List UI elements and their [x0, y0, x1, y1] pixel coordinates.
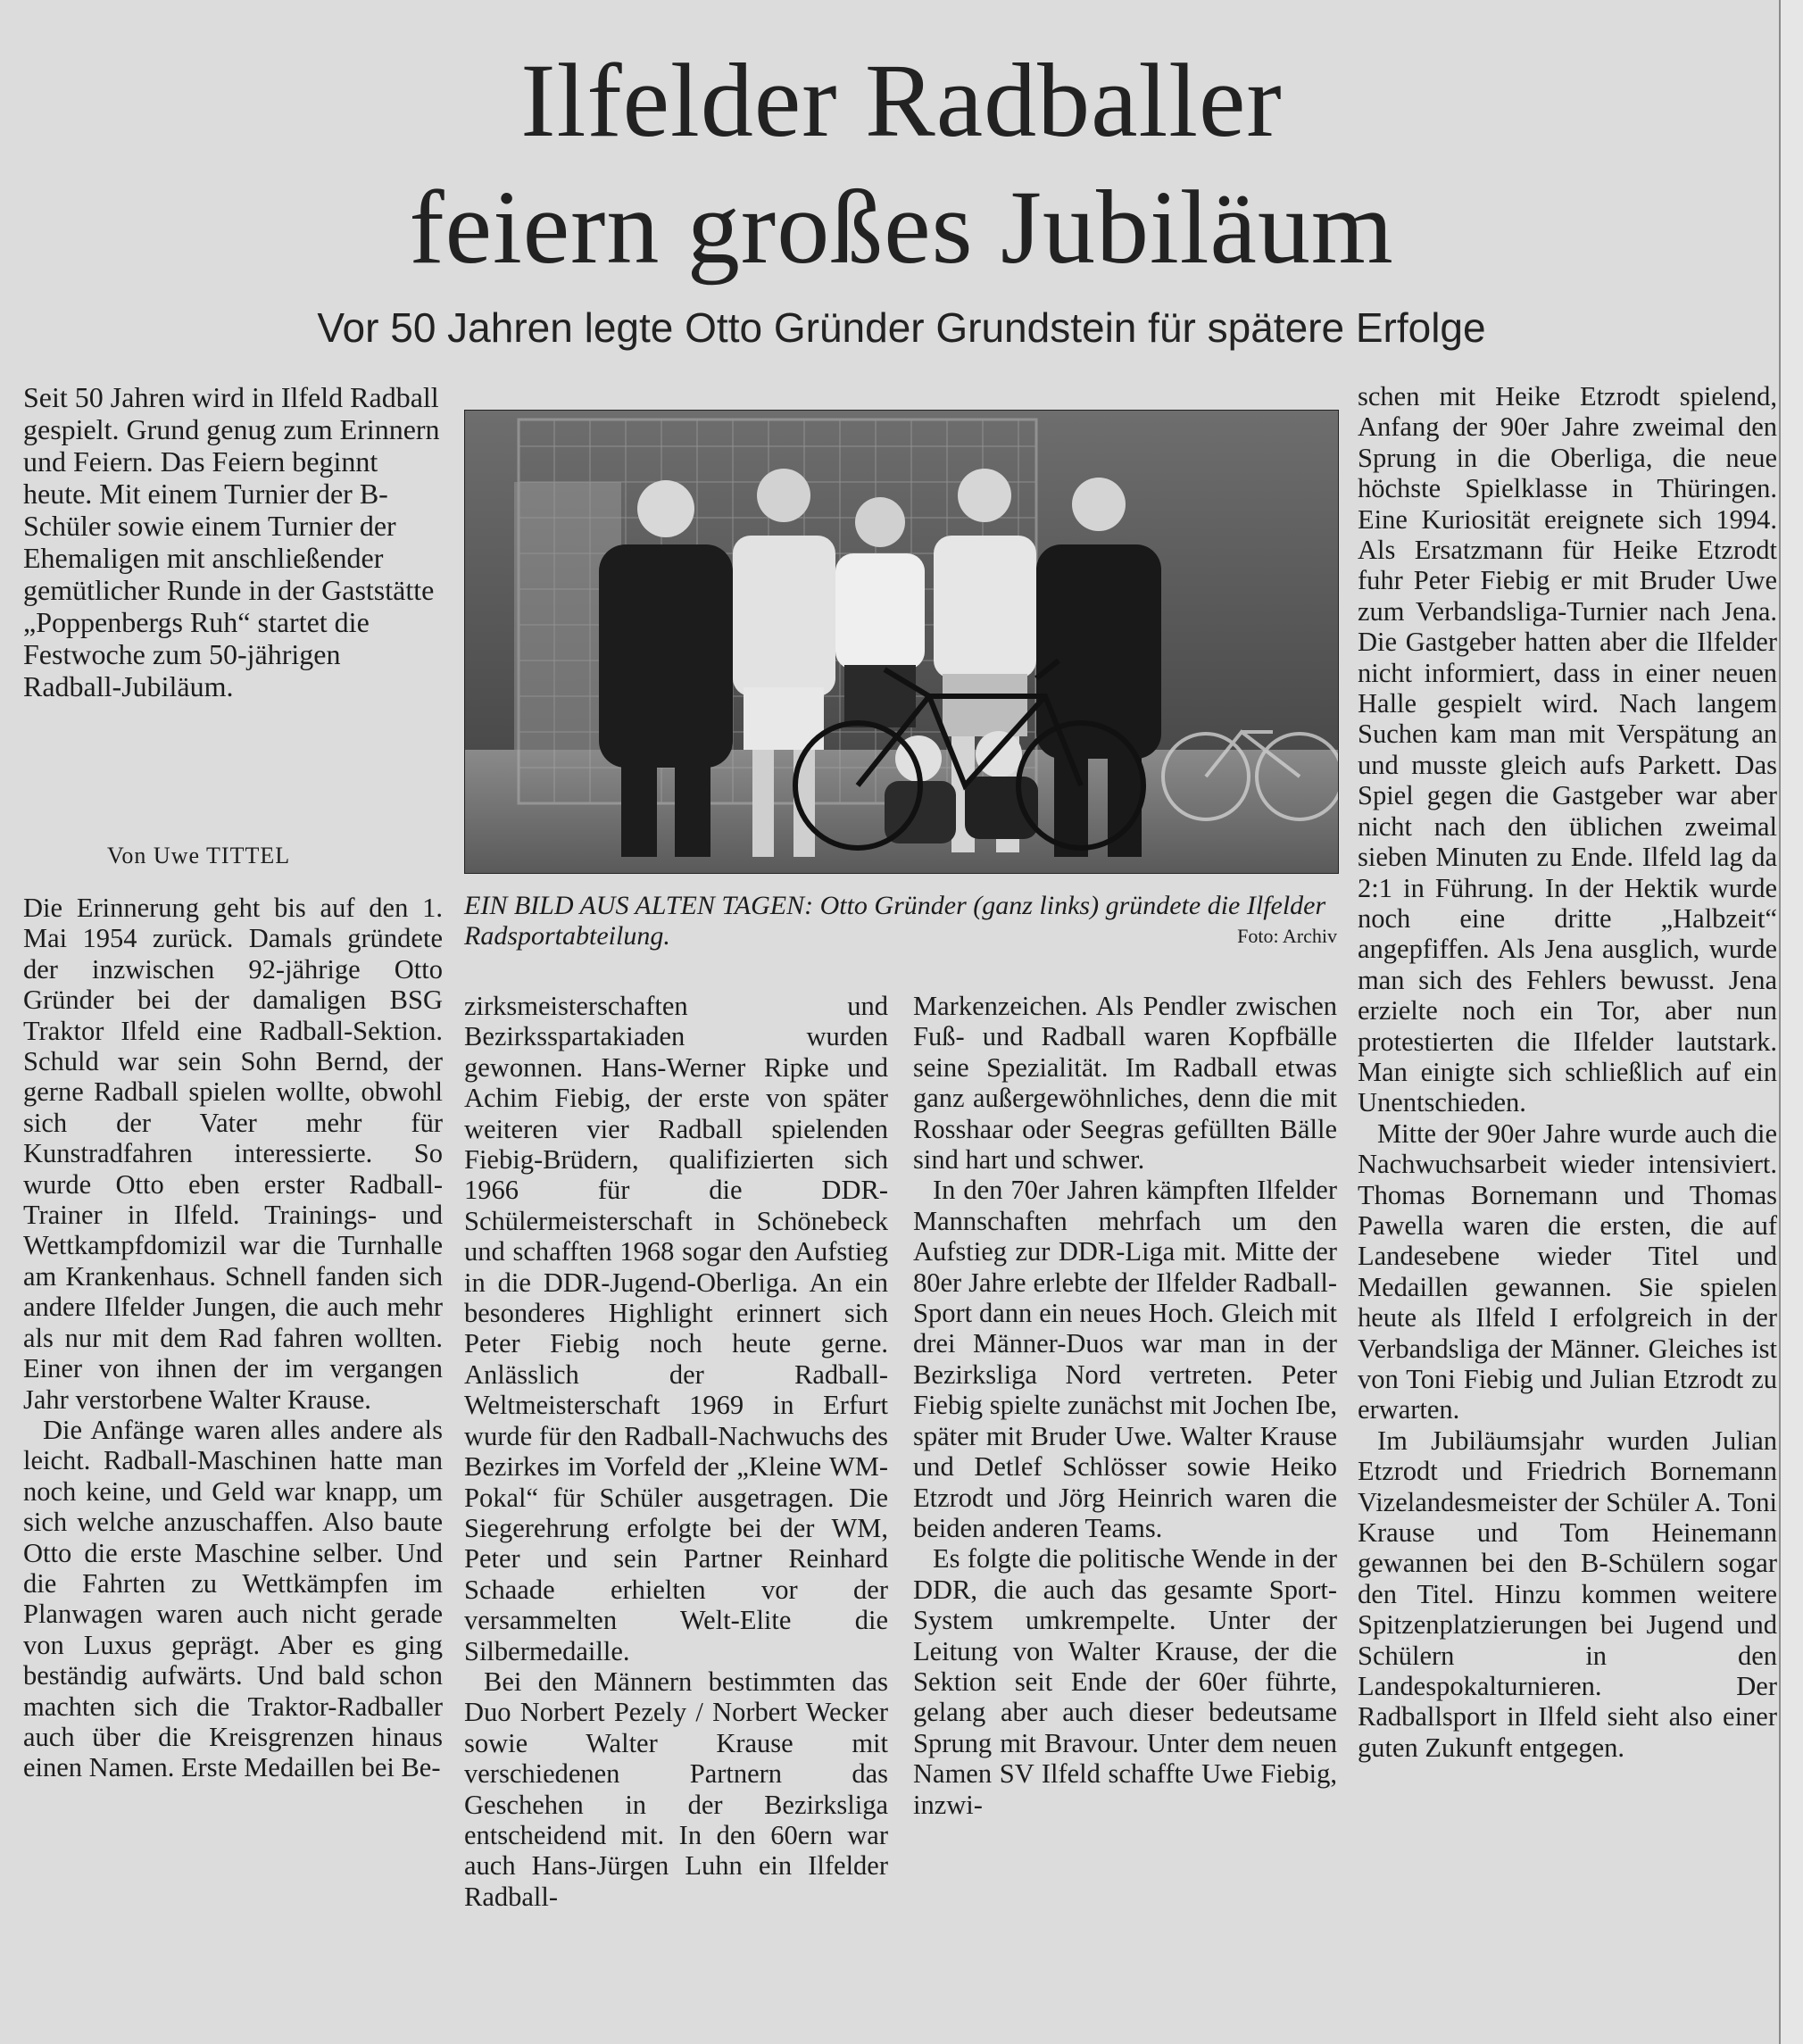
- paragraph: Es folgte die politische Wende in der DDR, die auch das gesamte Sport-System umkrempelte. Unter der Leitung von Walter Krause, der die Sektion seit Ende der 60er führte, gelang aber auch dieser bedeutsame Sprung mit Bravour. Unter dem neuen Namen SV Ilfeld schaffte Uwe Fiebig, inzwi-: [913, 1543, 1337, 1820]
- paragraph: Mitte der 90er Jahre wurde auch die Nachwuchsarbeit wieder intensiviert. Thomas Bornemann und Thomas Pawella waren die ersten, die auf Landesebene wieder Titel und Medaillen gewannen. Sie spielen heute als Ilfeld I erfolgreich in der Verbandsliga der Männer. Gleiches ist von Toni Fiebig und Julian Etzrodt zu erwarten.: [1358, 1118, 1777, 1425]
- article-column-1: [23, 893, 443, 1783]
- paragraph: schen mit Heike Etzrodt spielend, Anfang der 90er Jahre zweimal den Sprung in die Oberliga, die neue höchste Spielklasse in Thüringen. Eine Kuriosität ereignete sich 1994. Als Ersatzmann für Heike Etzrodt fuhr Peter Fiebig er mit Bruder Uwe zum Verbandsliga-Turnier nach Jena. Die Gastgeber hatten aber die Ilfelder nicht informiert, dass in einer neuen Halle gespielt wird. Nach langem Suchen kam man mit Verspätung an und musste gleich aufs Parkett. Das Spiel gegen die Gastgeber war aber nicht nach den üblichen zweimal sieben Minuten zu Ende. Ilfeld lag da 2:1 in Führung. In der Hektik wurde noch eine dritte „Halbzeit“ angepfiffen. Als Jena ausglich, wurde man sich des Fehlers bewusst. Jena erzielte noch ein Tor, aber nun protestierten die Ilfelder lautstark. Man einigte sich schließlich auf ein Unentschieden.: [1358, 381, 1777, 1118]
- caption-text: EIN BILD AUS ALTEN TAGEN: Otto Gründer (ganz links) gründete die Ilfelder Radsportabteilung.: [464, 891, 1326, 951]
- paragraph: Die Anfänge waren alles andere als leicht. Radball-Maschinen hatte man noch keine, und Geld war knapp, um sich welche anzuschaffen. Also baute Otto die erste Maschine selber. Und die Fahrten zu Wettkämpfen im Planwagen waren auch nicht gerade von Luxus geprägt. Aber es ging beständig aufwärts. Und bald schon machten sich die Traktor-Radballer auch über die Kreisgrenzen hinaus einen Namen. Erste Medaillen bei Be-: [23, 1414, 443, 1783]
- paragraph: Die Erinnerung geht bis auf den 1. Mai 1954 zurück. Damals gründete der inzwischen 92-jährige Otto Gründer bei der damaligen BSG Traktor Ilfeld eine Radball-Sektion. Schuld war sein Sohn Bernd, der gerne Radball spielen wollte, obwohl sich der Vater mehr für Kunstradfahren interessierte. So wurde Otto eben erster Radball-Trainer in Ilfeld. Trainings- und Wettkampfdomizil war die Turnhalle am Krankenhaus. Schnell fanden sich andere Ilfelder Jungen, die auch mehr als nur mit dem Rad fahren wollten. Einer von ihnen der im vergangen Jahr verstorbene Walter Krause.: [23, 893, 443, 1415]
- paragraph: Markenzeichen. Als Pendler zwischen Fuß- und Radball waren Kopfbälle seine Spezialität. Im Radball etwas ganz außergewöhnliches, denn die mit Rosshaar oder Seegras gefüllten Bälle sind hart und schwer.: [913, 991, 1337, 1176]
- photo-caption: [464, 891, 1337, 951]
- lead-text: Seit 50 Jahren wird in Ilfeld Radball gespielt. Grund genug zum Erinnern und Feiern. Das Feiern beginnt heute. Mit einem Turnier der B-Schüler sowie einem Turnier der Ehemaligen mit anschließender gemütlicher Runde in der Gaststätte „Poppenbergs Ruh“ startet die Festwoche zum 50-jährigen Radball-Jubiläum.: [23, 381, 440, 702]
- team-photo-illustration: [465, 411, 1338, 873]
- headline-line-2: feiern großes Jubiläum: [409, 169, 1394, 286]
- archive-photo: [464, 410, 1339, 874]
- photo-credit: Foto: Archiv: [1237, 925, 1337, 947]
- lead-paragraph: [23, 381, 443, 702]
- article-column-3: [913, 991, 1337, 1820]
- article-column-4: [1358, 381, 1777, 1763]
- paragraph: zirksmeisterschaften und Bezirksspartakiaden wurden gewonnen. Hans-Werner Ripke und Achim Fiebig, der erste von später weiteren vier Radball spielenden Fiebig-Brüdern, qualifizierten sich 1966 für die DDR-Schülermeisterschaft in Schönebeck und schafften 1968 sogar den Aufstieg in die DDR-Jugend-Oberliga. An ein besonderes Highlight erinnert sich Peter Fiebig noch heute gerne. Anlässlich der Radball-Weltmeisterschaft 1969 in Erfurt wurde für den Radball-Nachwuchs des Bezirkes im Vorfeld der „Kleine WM-Pokal“ für Schüler ausgetragen. Die Siegerehrung erfolgte bei der WM, Peter und sein Partner Reinhard Schaade erhielten vor der versammelten Welt-Elite die Silbermedaille.: [464, 991, 888, 1666]
- subheadline: Vor 50 Jahren legte Otto Gründer Grundstein für spätere Erfolge: [317, 304, 1486, 351]
- byline: Von Uwe TITTEL: [107, 843, 291, 868]
- paragraph: Bei den Männern bestimmten das Duo Norbert Pezely / Norbert Wecker sowie Walter Krause mit verschiedenen Partnern das Geschehen in der Bezirksliga entscheidend mit. In den 60ern war auch Hans-Jürgen Luhn ein Ilfelder Radball-: [464, 1666, 888, 1912]
- headline-line-1: Ilfelder Radballer: [520, 42, 1283, 159]
- paragraph: Im Jubiläumsjahr wurden Julian Etzrodt und Friedrich Bornemann Vizelandesmeister der Schüler A. Toni Krause und Tom Heinemann gewannen bei den B-Schülern sogar den Titel. Hinzu kommen weitere Spitzenplatzierungen bei Jugend und Schülern in den Landespokalturnieren. Der Radballsport in Ilfeld sieht also einer guten Zukunft entgegen.: [1358, 1425, 1777, 1763]
- article-column-2: [464, 991, 888, 1912]
- paragraph: In den 70er Jahren kämpften Ilfelder Mannschaften mehrfach um den Aufstieg zur DDR-Liga mit. Mitte der 80er Jahre erlebte der Ilfelder Radball-Sport dann ein neues Hoch. Gleich mit drei Männer-Duos war man in der Bezirksliga Nord vertreten. Peter Fiebig spielte zunächst mit Jochen Ibe, später mit Bruder Uwe. Walter Krause und Detlef Schlösser sowie Heiko Etzrodt und Jörg Heinrich waren die beiden anderen Teams.: [913, 1175, 1337, 1543]
